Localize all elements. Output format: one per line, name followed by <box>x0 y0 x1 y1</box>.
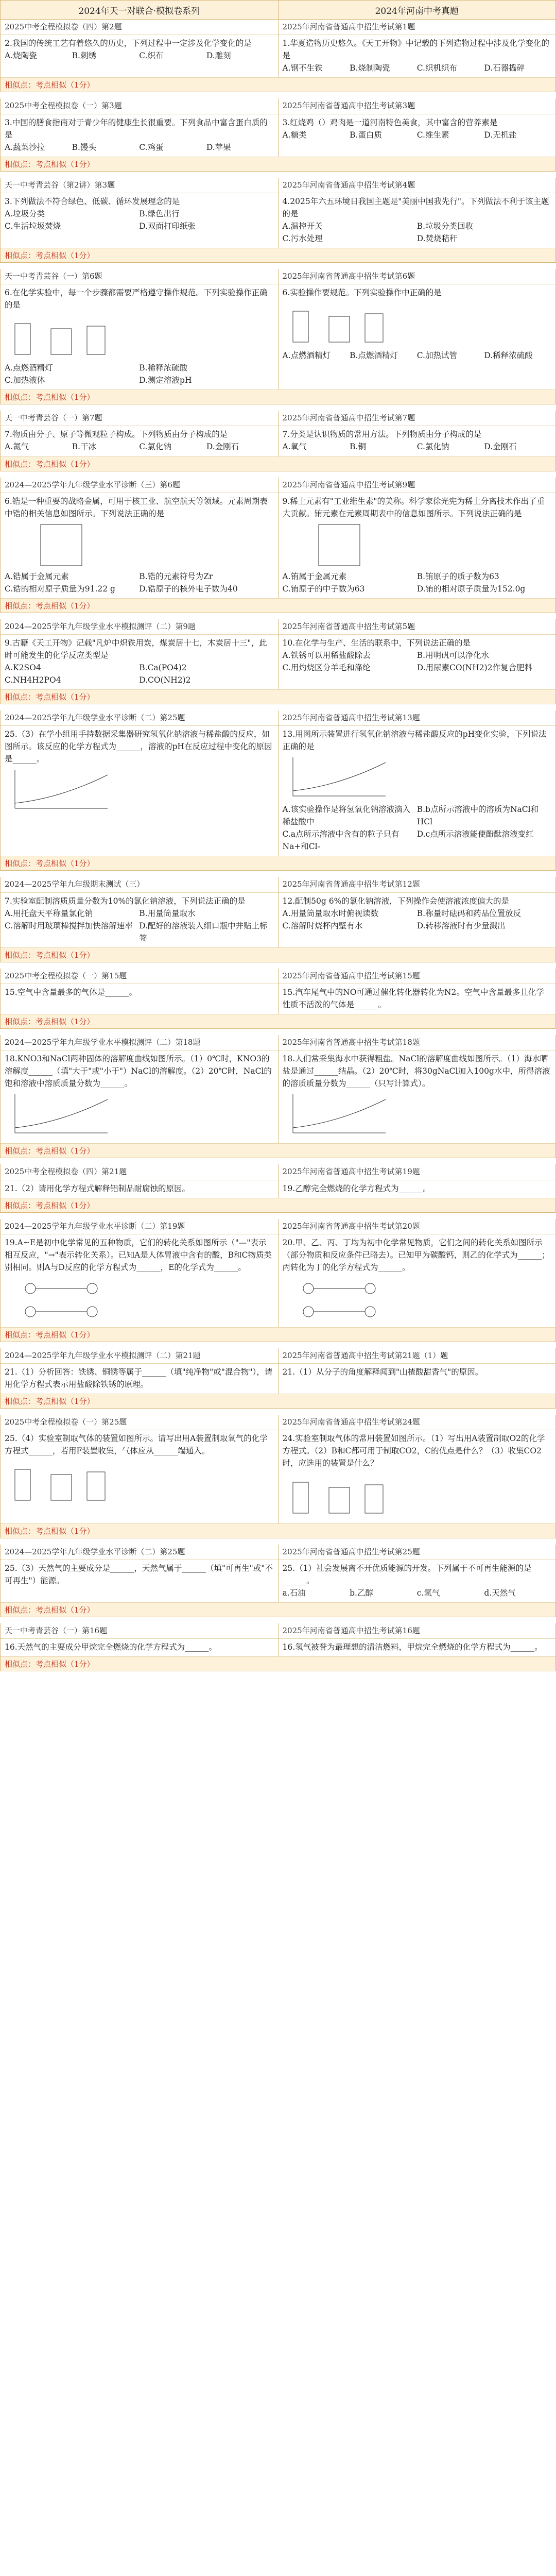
block-gap <box>0 1342 556 1348</box>
question-pair <box>0 619 556 704</box>
option: B.称量时砝码和药品位置放反 <box>416 908 522 918</box>
curve-figure <box>283 1092 396 1138</box>
question-pair-cells <box>1 1164 555 1197</box>
mock-question-cell <box>1 619 278 689</box>
option: B.馒头 <box>72 142 96 152</box>
exam-question-cell <box>278 411 556 456</box>
similarity-note: 相似点：考点相似（1分） <box>1 1327 555 1342</box>
question-source: 2024—2025学年九年级学业水平模拟测评（二）第18题 <box>1 1035 278 1050</box>
option: A.锆属于金属元素 <box>5 571 69 581</box>
option: c.氢气 <box>416 1588 440 1598</box>
question-text: 3.红烧鸡（）鸡肉是一道河南特色美食，其中富含的营养素是 <box>282 117 498 127</box>
exam-question-cell <box>278 478 556 598</box>
question-text: 25.（3）在学小组用手持数据采集器研究氢氧化钠溶液与稀盐酸的反应，如图所示。该反应的化学方程式为______，溶液的pH在反应过程中变化的原因是______。 <box>5 730 272 764</box>
option: B.稀释浓硫酸 <box>139 363 188 373</box>
similarity-note: 相似点：考点相似（1分） <box>1 1656 555 1671</box>
option: C.锆的相对原子质量为91.22 g <box>5 584 115 594</box>
option: C.维生素 <box>416 130 449 140</box>
exam-question-cell <box>278 710 556 856</box>
question-source: 2025年河南省普通高中招生考试第16题 <box>279 1623 556 1639</box>
question-source: 2025年河南省普通高中招生考试第24题 <box>279 1415 556 1430</box>
question-pair-cells <box>1 969 555 1014</box>
question-source: 天一中考青芸谷（第2讲）第3题 <box>1 178 278 193</box>
option: d.天然气 <box>484 1588 516 1598</box>
exam-question-cell <box>278 1219 556 1327</box>
question-text: 4.2025年六五环境日我国主题是"美丽中国我先行"。下列做法不利于该主题的是 <box>282 196 549 218</box>
question-options <box>283 440 552 453</box>
option: B.用明矾可以净化水 <box>416 651 490 660</box>
option: A.烧陶瓷 <box>5 51 37 61</box>
block-gap <box>0 1538 556 1545</box>
exam-question-cell <box>278 1623 556 1656</box>
similarity-note: 相似点：考点相似（1分） <box>1 1523 555 1538</box>
option: C.污水处理 <box>282 233 323 243</box>
block-gap <box>0 613 556 619</box>
apparatus-figure <box>5 313 118 360</box>
question-source: 2025年河南省普通高中招生考试第4题 <box>279 178 556 193</box>
question-options <box>5 362 274 386</box>
question-source: 2025年河南省普通高中招生考试第9题 <box>279 478 556 493</box>
question-text: 1.华夏造物历史悠久。《天工开物》中记载的下列造物过程中涉及化学变化的是 <box>282 39 550 61</box>
question-pair-cells <box>1 1035 555 1143</box>
option: A.K2SO4 <box>5 663 41 673</box>
question-source: 2025中考全程模拟卷（一）第25题 <box>1 1415 278 1430</box>
question-source: 2025年河南省普通高中招生考试第3题 <box>279 98 556 114</box>
similarity-note: 相似点：考点相似（1分） <box>1 1143 555 1158</box>
question-text: 6.锆是一种重要的战略金属，可用于核工业、航空航天等领域。元素周期表中锆的相关信息如图所示。下列说法正确的是 <box>5 496 268 518</box>
option: C.溶解时用玻璃棒搅拌加快溶解速率 <box>5 921 133 930</box>
question-text: 25.（3）天然气的主要成分是______，天然气属于______（填"可再生"或"不可再生"）能源。 <box>5 1563 273 1585</box>
option: B.铕原子的质子数为63 <box>416 571 499 581</box>
block-gap <box>0 962 556 969</box>
option: D.苹果 <box>206 142 231 152</box>
question-pair-cells <box>1 20 555 77</box>
option: C.用灼烧区分羊毛和涤纶 <box>282 663 371 673</box>
option: A.铕属于金属元素 <box>282 571 347 581</box>
exam-question-cell <box>278 1164 556 1197</box>
question-source: 2025年河南省普通高中招生考试第13题 <box>279 710 556 726</box>
question-options <box>5 208 274 232</box>
question-source: 2025年河南省普通高中招生考试第21题（1）题 <box>279 1348 556 1364</box>
question-text: 24.实验室制取气体的常用装置如图所示。（1）写出用A装置制取O2的化学方程式。（2）B和C都可用于制取CO2，C的优点是什么？（3）收集CO2时，应选用的装置是什么？ <box>282 1434 545 1468</box>
question-options <box>283 62 552 74</box>
question-source: 2024—2025学年九年级学业水平模拟测评（二）第21题 <box>1 1348 278 1364</box>
question-options <box>283 907 552 932</box>
block-gap <box>0 1158 556 1164</box>
question-text: 21.（2）请用化学方程式解释铝制品耐腐蚀的原因。 <box>5 1183 190 1193</box>
question-text: 12.配制50g 6%的氯化钠溶液，下列操作会使溶液浓度偏大的是 <box>282 896 509 906</box>
question-pair <box>0 1164 556 1212</box>
question-source: 2024—2025学年九年级期末测试（三） <box>1 877 278 892</box>
block-gap <box>0 1671 556 1677</box>
question-options <box>5 570 274 595</box>
question-pair <box>0 411 556 471</box>
question-text: 15.空气中含量最多的气体是______。 <box>5 988 137 997</box>
apparatus-figure <box>283 301 396 347</box>
question-source: 2025年河南省普通高中招生考试第6题 <box>279 269 556 284</box>
question-pair-cells <box>1 411 555 456</box>
similarity-note: 相似点：考点相似（1分） <box>1 1394 555 1408</box>
option: A.蔬菜沙拉 <box>5 142 45 152</box>
question-pair-cells <box>1 619 555 689</box>
similarity-note: 相似点：考点相似（1分） <box>1 389 555 404</box>
mock-question-cell <box>1 411 278 456</box>
question-pair <box>0 269 556 404</box>
option: A.用托盘天平称量氯化钠 <box>5 908 93 918</box>
block-gap <box>0 471 556 478</box>
question-source: 2025年河南省普通高中招生考试第15题 <box>279 969 556 984</box>
option: a.石油 <box>282 1588 306 1598</box>
question-pair-cells <box>1 478 555 598</box>
option: A.钢不生铁 <box>282 63 323 73</box>
question-pair-cells <box>1 1219 555 1327</box>
mock-question-cell <box>1 1545 278 1602</box>
exam-question-cell <box>278 1545 556 1602</box>
option: D.CO(NH2)2 <box>139 675 191 685</box>
option: C.织布 <box>139 51 164 61</box>
mock-question-cell <box>1 1035 278 1143</box>
option: B.刺绣 <box>72 51 96 61</box>
question-source: 2024—2025学年九年级学业水平诊断（二）第19题 <box>1 1219 278 1234</box>
option: D.无机盐 <box>484 130 517 140</box>
option: C.加热试管 <box>416 351 457 361</box>
question-source: 2024—2025学年九年级学业水平诊断（三）第6题 <box>1 478 278 493</box>
question-text: 3.中国的膳食指南对于青少年的健康生长很重要。下列食品中富含蛋白质的是 <box>5 117 268 140</box>
option: D.配好的溶液装入细口瓶中并贴上标签 <box>139 921 268 943</box>
option: C.溶解时烧杯内壁有水 <box>282 921 363 930</box>
question-source: 天一中考青芸谷（一）第6题 <box>1 269 278 284</box>
similarity-note: 相似点：考点相似（1分） <box>1 598 555 613</box>
option: B.蛋白质 <box>350 130 382 140</box>
question-source: 2024—2025学年九年级学业水平诊断（二）第25题 <box>1 710 278 726</box>
question-pair-cells <box>1 877 555 947</box>
question-options <box>283 803 552 853</box>
option: D.c点所示溶液能使酚酞溶液变红 <box>416 829 534 839</box>
question-source: 2025中考全程模拟卷（一）第15题 <box>1 969 278 984</box>
exam-question-cell <box>278 1035 556 1143</box>
mock-question-cell <box>1 178 278 248</box>
question-source: 2025年河南省普通高中招生考试第18题 <box>279 1035 556 1050</box>
table-header <box>0 0 556 20</box>
option: A.点燃酒精灯 <box>5 363 53 373</box>
question-text: 18.人们常采集海水中获得粗盐。NaCl的溶解度曲线如图所示。（1）海水晒盐是通过______结晶。（2）20℃时，将30gNaCl加入100g水中，所得溶液的溶质质量分数为______（只写计算式）。 <box>282 1054 550 1089</box>
mock-question-cell <box>1 969 278 1014</box>
question-text: 25.（4）实验室制取气体的装置如图所示。请写出用A装置制取氧气的化学方程式______，若用F装置收集，气体应从______端通入。 <box>5 1434 268 1456</box>
option: D.测定溶液pH <box>139 376 192 385</box>
option: D.金刚石 <box>206 442 239 452</box>
question-text: 15.汽车尾气中的NO可通过催化转化器转化为N2。空气中含量最多且化学性质不活泼的气体是______。 <box>282 988 544 1010</box>
mock-question-cell <box>1 710 278 856</box>
curve-figure <box>283 755 396 801</box>
question-source: 2025年河南省普通高中招生考试第25题 <box>279 1545 556 1560</box>
question-pair <box>0 969 556 1029</box>
question-text: 2.我国的传统工艺有着悠久的历史，下列过程中一定涉及化学变化的是 <box>5 39 252 48</box>
diagram-figure <box>283 1276 396 1322</box>
question-pair-cells <box>1 1545 555 1602</box>
mock-question-cell <box>1 1164 278 1197</box>
comparison-table <box>0 20 556 1677</box>
question-pair <box>0 1623 556 1671</box>
question-pair-cells <box>1 710 555 856</box>
question-options <box>5 141 274 154</box>
option: C.铕原子的中子数为63 <box>282 584 365 594</box>
question-pair <box>0 1415 556 1538</box>
question-source: 2024—2025学年九年级学业水平模拟测评（二）第9题 <box>1 619 278 635</box>
option: D.锆原子的核外电子数为40 <box>139 584 238 594</box>
question-text: 20.甲、乙、丙、丁均为初中化学常见物质，它们之间的转化关系如图所示（部分物质和反应条件已略去）。已知甲为碳酸钙，则乙的化学式为______；丙转化为丁的化学方程式为______。 <box>282 1238 550 1272</box>
option: D.铕的相对原子质量为152.0g <box>416 584 526 594</box>
question-source: 天一中考青芸谷（一）第7题 <box>1 411 278 426</box>
question-source: 2025中考全程模拟卷（一）第3题 <box>1 98 278 114</box>
question-pair-cells <box>1 1348 555 1394</box>
mock-question-cell <box>1 98 278 156</box>
similarity-note: 相似点：考点相似（1分） <box>1 1602 555 1617</box>
mock-question-cell <box>1 1623 278 1656</box>
mock-question-cell <box>1 20 278 77</box>
option: A.氧气 <box>282 442 307 452</box>
block-gap <box>0 172 556 178</box>
option: C.a点所示溶液中含有的粒子只有Na+和Cl- <box>282 829 399 852</box>
block-gap <box>0 1617 556 1623</box>
option: D.双面打印纸张 <box>139 221 196 231</box>
option: D.稀释浓硫酸 <box>484 351 533 361</box>
question-source: 2024—2025学年九年级学业水平诊断（二）第25题 <box>1 1545 278 1560</box>
question-options <box>5 49 274 62</box>
question-pair <box>0 877 556 962</box>
block-gap <box>0 1213 556 1219</box>
question-source: 2025年河南省普通高中招生考试第5题 <box>279 619 556 635</box>
block-gap <box>0 1029 556 1035</box>
header-left: 2024年天一对联合·模拟卷系列 <box>78 6 200 16</box>
question-pair-cells <box>1 1623 555 1656</box>
element-box-figure <box>5 522 118 568</box>
block-gap <box>0 704 556 710</box>
option: A.温控开关 <box>282 221 323 231</box>
question-source: 2025年河南省普通高中招生考试第7题 <box>279 411 556 426</box>
question-text: 9.稀土元素有"工业维生素"的美称。科学家徐光宪为稀土分离技术作出了重大贡献。铕元素在元素周期表中的信息如图所示。下列说法正确的是 <box>282 496 545 518</box>
option: D.转移溶液时有少量溅出 <box>416 921 506 930</box>
question-source: 2025年河南省普通高中招生考试第12题 <box>279 877 556 892</box>
similarity-note: 相似点：考点相似（1分） <box>1 456 555 471</box>
option: C.生活垃圾焚烧 <box>5 221 61 231</box>
exam-question-cell <box>278 178 556 248</box>
option: B.铜 <box>350 442 366 452</box>
question-options <box>5 440 274 453</box>
similarity-note: 相似点：考点相似（1分） <box>1 77 555 92</box>
exam-question-cell <box>278 269 556 389</box>
option: A.该实验操作是将氢氧化钠溶液滴入稀盐酸中 <box>282 805 411 827</box>
option: B.垃圾分类回收 <box>416 221 474 231</box>
option: A.铁锈可以用稀盐酸除去 <box>282 651 371 660</box>
question-text: 16.氢气被誉为最理想的清洁燃料，甲烷完全燃烧的化学方程式为______。 <box>282 1642 543 1652</box>
question-text: 19.A~E是初中化学常见的五种物质，它们的转化关系如图所示（"—"表示相互反应，"→"表示转化关系）。已知A是人体胃液中含有的酸，B和C物质类别相同。则A与D反应的化学方程式为______，E的化学式为______。 <box>5 1238 272 1272</box>
question-pair <box>0 20 556 92</box>
apparatus-figure <box>5 1459 118 1505</box>
similarity-note: 相似点：考点相似（1分） <box>1 689 555 704</box>
question-text: 21.（1）从分子的角度解释闻到"山楂酸甜香气"的原因。 <box>282 1367 483 1377</box>
mock-question-cell <box>1 877 278 947</box>
question-options <box>283 349 552 362</box>
question-pair <box>0 178 556 263</box>
option: B.绿色出行 <box>139 209 180 218</box>
header-right: 2024年河南中考真题 <box>278 1 556 19</box>
question-pair <box>0 1035 556 1158</box>
question-text: 6.实验操作要规范。下列实验操作中正确的是 <box>282 288 442 298</box>
question-text: 9.古籍《天工开物》记载"凡炉中炽铁用炭，煤炭居十七，木炭居十三"，此时可能发生的化学反应类型是 <box>5 638 267 660</box>
option: B.锆的元素符号为Zr <box>139 571 213 581</box>
question-pair-cells <box>1 178 555 248</box>
mock-question-cell <box>1 1348 278 1394</box>
question-pair-cells <box>1 98 555 156</box>
exam-question-cell <box>278 969 556 1014</box>
option: C.织机织布 <box>416 63 457 73</box>
option: D.金刚石 <box>484 442 517 452</box>
apparatus-figure <box>283 1472 396 1518</box>
question-text: 13.用图所示装置进行氢氧化钠溶液与稀盐酸反应的pH变化实验，下列说法正确的是 <box>282 730 547 752</box>
question-options <box>283 1587 552 1599</box>
question-options <box>283 129 552 141</box>
option: D.石器捣碎 <box>484 63 525 73</box>
similarity-note: 相似点：考点相似（1分） <box>1 1198 555 1212</box>
option: B.烧制陶瓷 <box>350 63 390 73</box>
question-pair <box>0 98 556 171</box>
question-source: 2025年河南省普通高中招生考试第20题 <box>279 1219 556 1234</box>
option: D.雕刻 <box>206 51 231 61</box>
exam-question-cell <box>278 1415 556 1523</box>
option: A.垃圾分类 <box>5 209 45 218</box>
question-source: 2025年河南省普通高中招生考试第1题 <box>279 20 556 35</box>
question-pair <box>0 1348 556 1409</box>
curve-figure <box>5 767 118 814</box>
exam-question-cell <box>278 20 556 77</box>
option: A.糖类 <box>282 130 307 140</box>
similarity-note: 相似点：考点相似（1分） <box>1 157 555 171</box>
option: b.乙醇 <box>350 1588 373 1598</box>
question-options <box>283 649 552 674</box>
question-text: 3.下列做法不符合绿色、低碳、循环发展理念的是 <box>5 196 180 206</box>
question-text: 7.分类是认识物质的常用方法。下列物质由分子构成的是 <box>282 430 482 439</box>
question-text: 18.KNO3和NaCl两种固体的溶解度曲线如图所示。（1）0℃时，KNO3的溶解度______（填"大于"或"小于"）NaCl的溶解度。（2）20℃时，NaCl的饱和溶液中溶质质量分数为______。 <box>5 1054 272 1089</box>
similarity-note: 相似点：考点相似（1分） <box>1 947 555 962</box>
similarity-note: 相似点：考点相似（1分） <box>1 856 555 870</box>
question-options <box>5 662 274 686</box>
similarity-note: 相似点：考点相似（1分） <box>1 1014 555 1028</box>
question-text: 25.（1）社会发展离不开优质能源的开发。下列属于不可再生能源的是______。 <box>282 1563 532 1585</box>
block-gap <box>0 404 556 411</box>
option: B.干冰 <box>72 442 96 452</box>
option: D.用尿素CO(NH2)2作复合肥料 <box>416 663 533 673</box>
question-source: 2025中考全程模拟卷（四）第2题 <box>1 20 278 35</box>
option: A.氮气 <box>5 442 29 452</box>
mock-question-cell <box>1 269 278 389</box>
question-text: 21.（1）分析回答：铁锈、铜锈等属于______（填"纯净物"或"混合物"），请用化学方程式表示用盐酸除铁锈的原理。 <box>5 1367 273 1389</box>
option: C.NH4H2PO4 <box>5 675 61 685</box>
question-pair <box>0 710 556 871</box>
question-text: 7.物质由分子、原子等微观粒子构成。下列物质由分子构成的是 <box>5 430 228 439</box>
block-gap <box>0 263 556 269</box>
option: A.点燃酒精灯 <box>282 351 331 361</box>
element-box-figure <box>283 522 396 568</box>
similarity-note: 相似点：考点相似（1分） <box>1 248 555 262</box>
option: B.点燃酒精灯 <box>350 351 398 361</box>
question-source: 2025中考全程模拟卷（四）第21题 <box>1 1164 278 1180</box>
question-pair-cells <box>1 269 555 389</box>
mock-question-cell <box>1 478 278 598</box>
option: C.氯化钠 <box>139 442 171 452</box>
question-options <box>283 570 552 595</box>
diagram-figure <box>5 1276 118 1322</box>
block-gap <box>0 1409 556 1415</box>
exam-question-cell <box>278 619 556 689</box>
question-options <box>5 907 274 944</box>
question-pair-cells <box>1 1415 555 1523</box>
question-text: 10.在化学与生产、生活的联系中，下列说法正确的是 <box>282 638 471 648</box>
question-text: 7.实验室配制溶质质量分数为10%的氯化钠溶液，下列说法正确的是 <box>5 896 246 906</box>
option: C.加热液体 <box>5 376 45 385</box>
option: D.焚烧秸秆 <box>416 233 458 243</box>
option: C.鸡蛋 <box>139 142 164 152</box>
exam-question-cell <box>278 98 556 156</box>
curve-figure <box>5 1092 118 1138</box>
question-text: 16.天然气的主要成分甲烷完全燃烧的化学方程式为______。 <box>5 1642 217 1652</box>
exam-question-cell <box>278 877 556 947</box>
question-pair <box>0 1219 556 1342</box>
question-pair <box>0 478 556 613</box>
mock-question-cell <box>1 1415 278 1523</box>
option: B.Ca(PO4)2 <box>139 663 187 673</box>
block-gap <box>0 871 556 877</box>
block-gap <box>0 92 556 98</box>
exam-question-cell <box>278 1348 556 1394</box>
mock-question-cell <box>1 1219 278 1327</box>
option: B.用量筒量取水 <box>139 908 196 918</box>
question-source: 2025年河南省普通高中招生考试第19题 <box>279 1164 556 1180</box>
question-options <box>283 220 552 245</box>
question-text: 6.在化学实验中，每一个步骤都需要严格遵守操作规范。下列实验操作正确的是 <box>5 288 268 310</box>
option: A.用量筒量取水时俯视读数 <box>282 908 379 918</box>
question-source: 天一中考青芸谷（一）第16题 <box>1 1623 278 1639</box>
question-text: 19.乙醇完全燃烧的化学方程式为______。 <box>282 1183 431 1193</box>
option: B.b点所示溶液中的溶质为NaCl和HCl <box>416 805 539 827</box>
question-pair <box>0 1545 556 1617</box>
option: C.氯化钠 <box>416 442 449 452</box>
